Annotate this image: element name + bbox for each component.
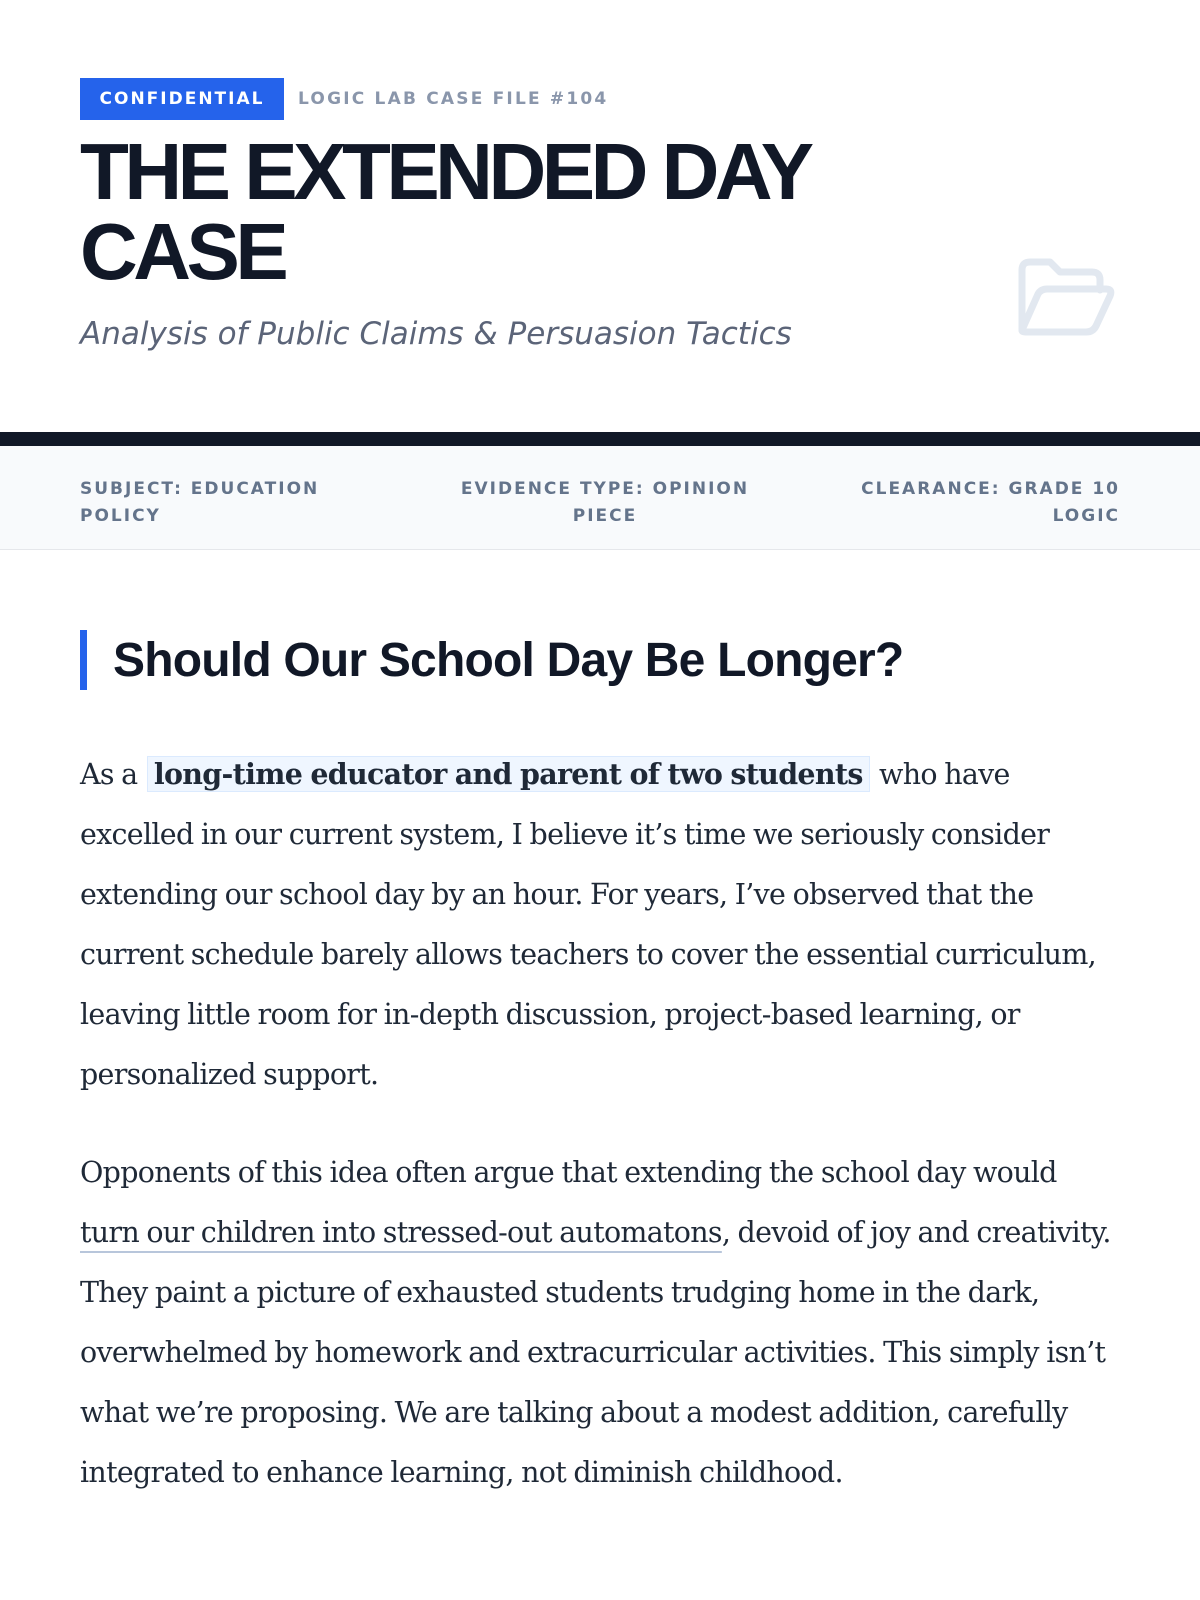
case-file-number: LOGIC LAB CASE FILE #104 [298, 89, 609, 109]
meta-evidence-type: EVIDENCE TYPE: OPINION PIECE [460, 479, 750, 526]
meta-subject: SUBJECT: EDUCATION POLICY [80, 479, 320, 526]
paragraph-2-lead: Opponents of this idea often argue that extending the school day would [80, 1156, 1057, 1189]
case-header [0, 0, 1200, 432]
header-divider [0, 432, 1200, 446]
underlined-claim[interactable]: turn our children into stressed-out automatons [80, 1216, 722, 1249]
article-body [0, 550, 1200, 1503]
article-heading [80, 630, 1120, 690]
paragraph-1-lead: As a [80, 758, 138, 791]
heading-accent-bar [80, 630, 87, 690]
case-meta-bar [0, 446, 1200, 550]
highlighted-claim[interactable]: long-time educator and parent of two students [147, 756, 870, 792]
confidential-badge: CONFIDENTIAL [80, 78, 284, 120]
article-paragraph-2 [80, 1143, 1120, 1503]
page-subtitle: Analysis of Public Claims & Persuasion Tactics [80, 316, 792, 352]
article-paragraph-1 [80, 744, 1120, 1105]
paragraph-1-rest: who have excelled in our current system, I believe it’s time we seriously consider extending our school day by an hour. For years, I’ve observed that the current schedule barely allows teachers to cover the essential curriculum, leaving little room for in-depth discussion, project-based learning, or personalized support. [80, 758, 1097, 1091]
folder-open-icon [1016, 256, 1116, 340]
page-title: THE EXTENDED DAY CASE [80, 127, 809, 296]
case-tagline [80, 78, 1120, 120]
paragraph-2-rest: , devoid of joy and creativity. They paint a picture of exhausted students trudging home in the dark, overwhelmed by homework and extracurricular activities. This simply isn’t what we’re proposing. We are talking about a modest addition, carefully integrated to enhance learning, not diminish childhood. [80, 1216, 1111, 1489]
article-heading-text: Should Our School Day Be Longer? [113, 633, 904, 687]
meta-clearance: CLEARANCE: GRADE 10 LOGIC [861, 479, 1120, 526]
